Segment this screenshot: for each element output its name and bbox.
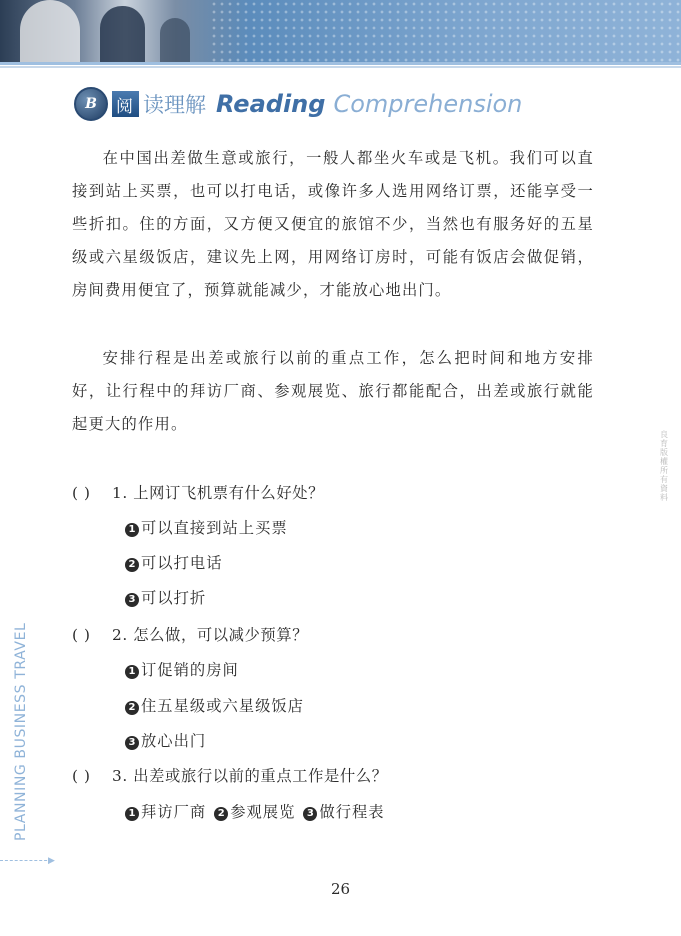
option-text: 可以直接到站上买票 bbox=[141, 519, 288, 537]
option-text: 放心出门 bbox=[141, 732, 207, 750]
banner-dot-pattern bbox=[210, 0, 681, 62]
side-dashed-line bbox=[0, 860, 52, 861]
answer-blank-2[interactable]: ( ) bbox=[72, 626, 91, 644]
question-2-option-1 bbox=[125, 658, 239, 680]
circled-number-icon: 2 bbox=[125, 558, 139, 572]
question-1-option-3 bbox=[125, 586, 206, 608]
question-2-option-3 bbox=[125, 729, 206, 751]
circled-number-icon: 3 bbox=[125, 593, 139, 607]
question-3-text: 3. 出差或旅行以前的重点工作是什么？ bbox=[112, 767, 388, 785]
banner-person-3 bbox=[160, 18, 190, 62]
passage-paragraph-2: 安排行程是出差或旅行以前的重点工作，怎么把时间和地方安排好，让行程中的拜访厂商、参观展览、旅行都能配合，出差或旅行就能起更大的作用。 bbox=[72, 349, 594, 433]
question-1 bbox=[72, 481, 324, 503]
question-2-text: 2. 怎么做，可以减少预算？ bbox=[112, 626, 309, 644]
question-3-options bbox=[125, 800, 385, 822]
passage-paragraph-1: 在中国出差做生意或旅行，一般人都坐火车或是飞机。我们可以直接到站上买票，也可以打电话，或像许多人选用网络订票，还能享受一些折扣。住的方面，又方便又便宜的旅馆不少，当然也有服务好的五星级或六星级饭店，建议先上网，用网络订房时，可能有饭店会做促销，房间费用便宜了，预算就能减少，才能放心地出门。 bbox=[72, 149, 594, 299]
circled-number-icon: 1 bbox=[125, 523, 139, 537]
option-text: 做行程表 bbox=[319, 803, 385, 821]
section-heading bbox=[74, 86, 522, 122]
answer-blank-3[interactable]: ( ) bbox=[72, 767, 91, 785]
section-logo-icon: B bbox=[74, 87, 108, 121]
question-1-option-2 bbox=[125, 551, 223, 573]
option-text: 订促销的房间 bbox=[141, 661, 239, 679]
question-1-text: 1. 上网订飞机票有什么好处？ bbox=[112, 484, 325, 502]
header-banner bbox=[0, 0, 681, 62]
heading-en-reading: Reading bbox=[216, 90, 326, 118]
page-number: 26 bbox=[330, 880, 351, 898]
circled-number-icon: 2 bbox=[125, 701, 139, 715]
option-text: 可以打电话 bbox=[141, 554, 223, 572]
circled-number-icon: 2 bbox=[214, 807, 228, 821]
circled-number-icon: 1 bbox=[125, 807, 139, 821]
side-chapter-label bbox=[6, 622, 36, 846]
circled-number-icon: 3 bbox=[125, 736, 139, 750]
copyright-watermark: 良育版權所有資料 bbox=[660, 430, 668, 502]
heading-zh-title: 读理解 bbox=[143, 93, 206, 117]
option-text: 住五星级或六星级饭店 bbox=[141, 697, 304, 715]
question-3 bbox=[72, 764, 388, 786]
heading-en-comprehension: Comprehension bbox=[333, 90, 523, 118]
header-stripe bbox=[0, 62, 681, 65]
side-chapter-text: PLANNING BUSINESS TRAVEL bbox=[13, 622, 29, 841]
banner-person-1 bbox=[20, 0, 80, 62]
side-arrow-icon: ▶ bbox=[48, 856, 55, 866]
question-1-option-1 bbox=[125, 516, 288, 538]
header-stripe-thin bbox=[0, 66, 681, 68]
option-text: 参观展览 bbox=[230, 803, 296, 821]
circled-number-icon: 3 bbox=[303, 807, 317, 821]
answer-blank-1[interactable]: ( ) bbox=[72, 484, 91, 502]
option-text: 拜访厂商 bbox=[141, 803, 207, 821]
heading-zh-highlight: 阅 bbox=[112, 91, 139, 117]
banner-person-2 bbox=[100, 6, 145, 62]
circled-number-icon: 1 bbox=[125, 665, 139, 679]
question-2-option-2 bbox=[125, 694, 304, 716]
option-text: 可以打折 bbox=[141, 589, 207, 607]
question-2 bbox=[72, 623, 308, 645]
